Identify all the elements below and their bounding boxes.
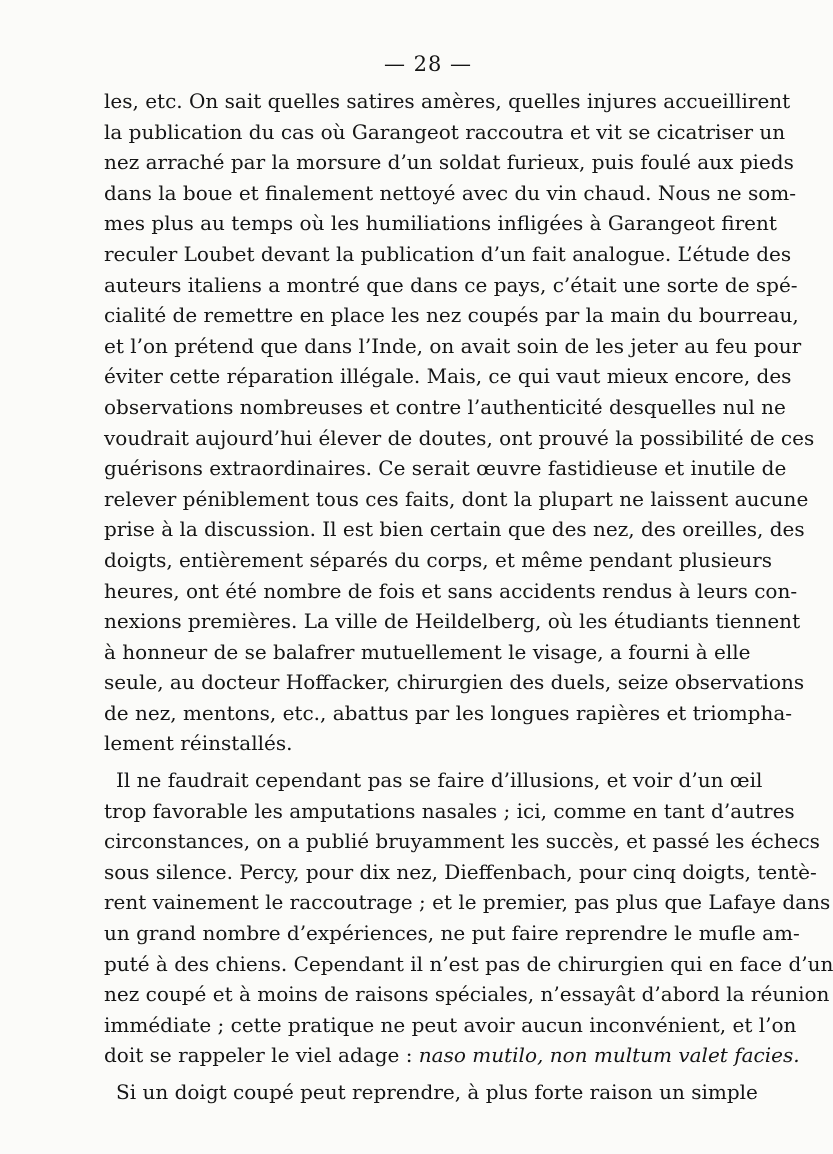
- text-line: prise à la discussion. Il est bien certain que des nez, des oreilles, des: [104, 517, 805, 542]
- text-line: circonstances, on a publié bruyamment les succès, et passé les échecs: [104, 829, 820, 854]
- paragraph-1: [104, 86, 815, 759]
- paragraph-3: [104, 1077, 758, 1108]
- text-line: auteurs italiens a montré que dans ce pays, c’était une sorte de spé-: [104, 272, 798, 297]
- text-line: relever péniblement tous ces faits, dont la plupart ne laissent aucune: [104, 486, 809, 511]
- text-line: les, etc. On sait quelles satires amères, quelles injures accueillirent: [104, 89, 791, 113]
- text-line: guérisons extraordinaires. Ce serait œuvre fastidieuse et inutile de: [104, 456, 787, 481]
- text-line: nexions premières. La ville de Heildelberg, où les étudiants tiennent: [104, 609, 801, 634]
- text-line: puté à des chiens. Cependant il n’est pas de chirurgien qui en face d’un: [104, 951, 833, 976]
- text-line: sous silence. Percy, pour dix nez, Dieffenbach, pour cinq doigts, tentè-: [104, 859, 817, 884]
- text-line: doigts, entièrement séparés du corps, et même pendant plusieurs: [104, 547, 772, 572]
- text-line: éviter cette réparation illégale. Mais, ce qui vaut mieux encore, des: [104, 364, 792, 389]
- text-line: trop favorable les amputations nasales ; ici, comme en tant d’autres: [104, 798, 795, 823]
- text-line: observations nombreuses et contre l’authenticité desquelles nul ne: [104, 394, 786, 419]
- text-line: lement réinstallés.: [104, 731, 293, 756]
- text-line: à honneur de se balafrer mutuellement le visage, a fourni à elle: [104, 639, 751, 664]
- text-line: dans la boue et finalement nettoyé avec du vin chaud. Nous ne som-: [104, 180, 796, 205]
- page-number: — 28 —: [383, 52, 473, 76]
- text-line: nez coupé et à moins de raisons spéciales, n’essayât d’abord la réunion: [104, 982, 830, 1007]
- latin-adage: naso mutilo, non multum valet facies.: [418, 1043, 800, 1068]
- text-line: immédiate ; cette pratique ne peut avoir aucun inconvénient, et l’on: [104, 1012, 797, 1037]
- paragraph-2: [104, 765, 833, 1071]
- text-line: de nez, mentons, etc., abattus par les longues rapières et triompha-: [104, 700, 793, 725]
- text-line: Si un doigt coupé peut reprendre, à plus forte raison un simple: [116, 1080, 758, 1104]
- text-line: la publication du cas où Garangeot raccoutra et vit se cicatriser un: [104, 119, 786, 144]
- text-line: [104, 1040, 800, 1071]
- text-line: rent vainement le raccoutrage ; et le premier, pas plus que Lafaye dans: [104, 890, 831, 915]
- text-line: seule, au docteur Hoffacker, chirurgien des duels, seize observations: [104, 670, 805, 695]
- text-line: mes plus au temps où les humiliations infligées à Garangeot firent: [104, 211, 777, 236]
- text-line: reculer Loubet devant la publication d’un fait analogue. L’étude des: [104, 241, 792, 266]
- text-line-lead: doit se rappeler le viel adage :: [104, 1043, 419, 1068]
- text-line: nez arraché par la morsure d’un soldat furieux, puis foulé aux pieds: [104, 150, 794, 175]
- text-line: cialité de remettre en place les nez coupés par la main du bourreau,: [104, 303, 799, 328]
- text-line: et l’on prétend que dans l’Inde, on avait soin de les jeter au feu pour: [104, 333, 802, 358]
- text-line: heures, ont été nombre de fois et sans accidents rendus à leurs con-: [104, 578, 798, 603]
- text-line: un grand nombre d’expériences, ne put faire reprendre le mufle am-: [104, 921, 800, 946]
- text-line: Il ne faudrait cependant pas se faire d’illusions, et voir d’un œil: [116, 768, 763, 793]
- text-line: voudrait aujourd’hui élever de doutes, ont prouvé la possibilité de ces: [104, 425, 815, 450]
